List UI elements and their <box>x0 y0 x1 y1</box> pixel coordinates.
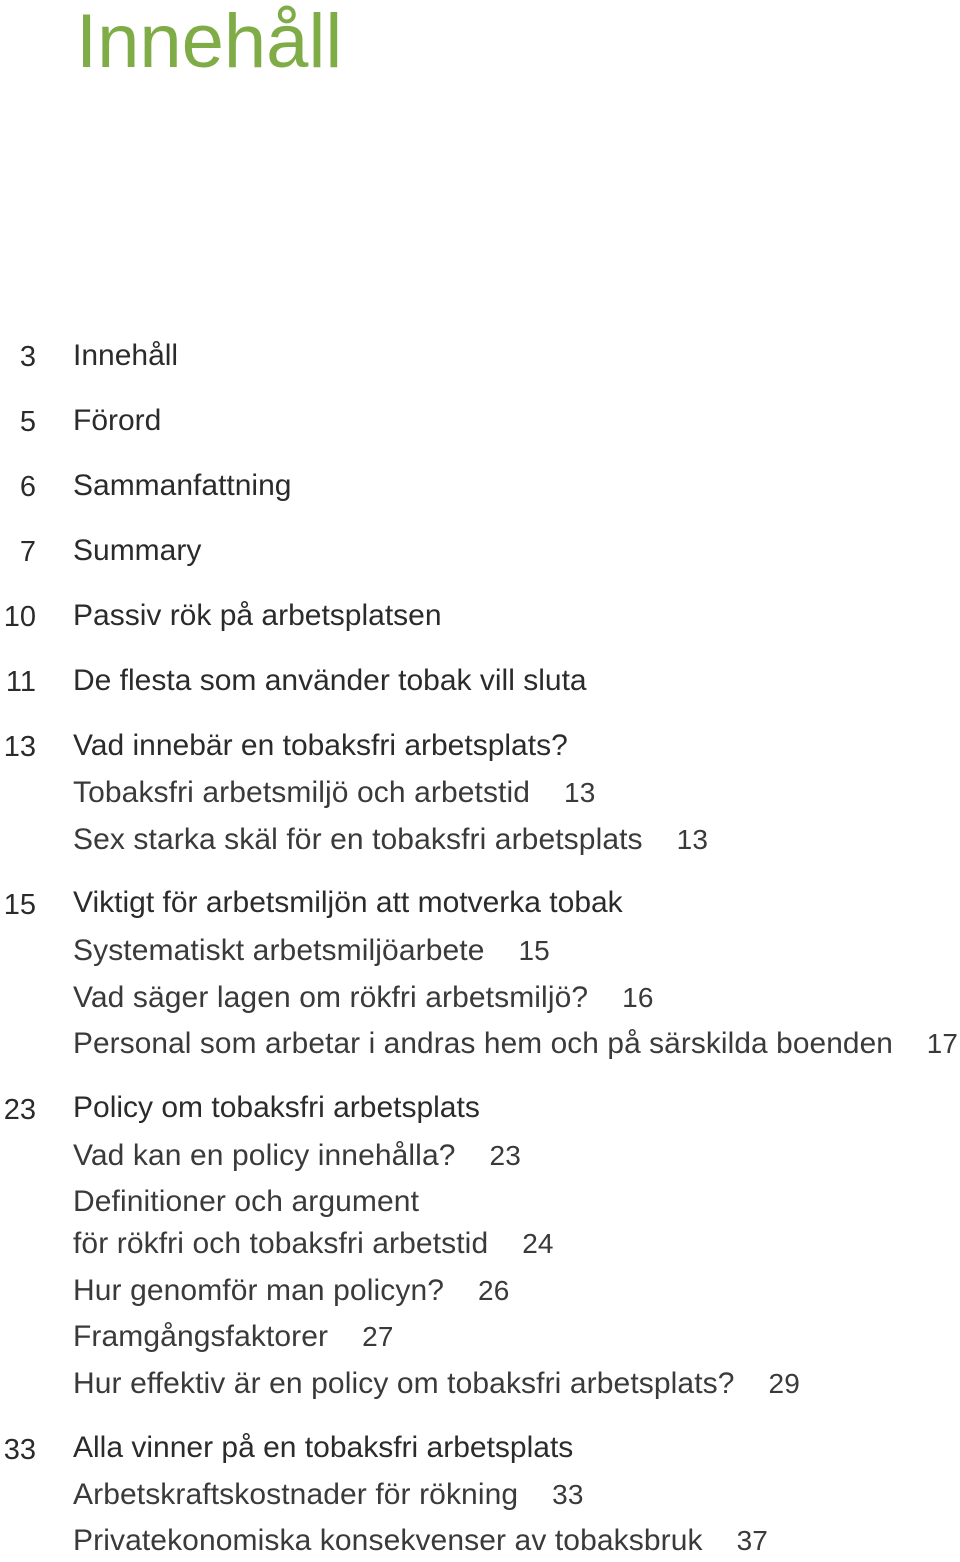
toc-subentry-label: Vad säger lagen om rökfri arbetsmiljö? <box>73 981 589 1014</box>
toc-subentry-page: 16 <box>622 982 654 1013</box>
toc-entry[interactable]: Policy om tobaksfri arbetsplats <box>73 1091 480 1124</box>
toc-entry[interactable]: De flesta som använder tobak vill sluta <box>73 664 587 697</box>
toc-entry[interactable]: Viktigt för arbetsmiljön att motverka tobak <box>73 886 623 919</box>
toc-page-number: 6 <box>19 471 36 503</box>
toc-entry[interactable]: Förord <box>73 404 162 437</box>
toc-subentry-line1[interactable]: Definitioner och argument <box>73 1185 420 1218</box>
toc-subentry-page: 26 <box>478 1275 510 1306</box>
toc-entry[interactable]: Vad innebär en tobaksfri arbetsplats? <box>73 729 568 762</box>
toc-subentry-page: 15 <box>518 935 550 966</box>
toc-subentry-label: för rökfri och tobaksfri arbetstid <box>73 1227 489 1260</box>
toc-subentry-label: Arbetskraftskostnader för rökning <box>73 1478 519 1511</box>
toc-subentry[interactable] <box>73 1480 584 1510</box>
toc-entry[interactable]: Summary <box>73 534 202 567</box>
toc-subentry[interactable] <box>73 1322 394 1352</box>
toc-page-number: 33 <box>3 1434 36 1466</box>
toc-subentry-page: 27 <box>362 1321 394 1352</box>
toc-page-number: 5 <box>19 406 36 438</box>
toc-entry[interactable]: Innehåll <box>73 339 179 372</box>
toc-subentry[interactable] <box>73 1141 521 1171</box>
toc-entry[interactable]: Alla vinner på en tobaksfri arbetsplats <box>73 1431 574 1464</box>
toc-page-number: 23 <box>3 1094 36 1126</box>
toc-subentry-label: Systematiskt arbetsmiljöarbete <box>73 934 485 967</box>
toc-page-number: 7 <box>19 536 36 568</box>
toc-subentry[interactable] <box>73 1369 800 1399</box>
toc-subentry-page: 13 <box>676 824 709 855</box>
toc-subentry-label: Personal som arbetar i andras hem och på särskilda boenden <box>73 1027 893 1060</box>
toc-page-number: 13 <box>3 731 36 763</box>
toc-subentry-page: 24 <box>522 1228 554 1259</box>
toc-subentry-label: Tobaksfri arbetsmiljö och arbetstid <box>73 776 531 809</box>
toc-subentry[interactable] <box>73 1276 509 1306</box>
toc-subentry[interactable] <box>73 1526 768 1556</box>
toc-subentry-label: Sex starka skäl för en tobaksfri arbetsplats <box>73 823 643 856</box>
toc-subentry[interactable] <box>73 936 550 966</box>
toc-subentry-page: 37 <box>736 1525 768 1556</box>
toc-subentry-label: Privatekonomiska konsekvenser av tobaksbruk <box>73 1524 703 1557</box>
toc-page-number: 15 <box>3 889 36 921</box>
toc-page-number: 10 <box>3 601 36 633</box>
toc-entry[interactable]: Passiv rök på arbetsplatsen <box>73 599 442 632</box>
toc-subentry[interactable] <box>73 825 708 855</box>
toc-subentry-page: 33 <box>552 1479 584 1510</box>
toc-subentry-label: Vad kan en policy innehålla? <box>73 1139 456 1172</box>
toc-subentry-page: 23 <box>489 1140 521 1171</box>
toc-page-number: 3 <box>19 341 36 373</box>
toc-subentry-page: 17 <box>926 1028 958 1059</box>
toc-subentry[interactable] <box>73 1029 958 1059</box>
toc-subentry[interactable] <box>73 983 654 1013</box>
toc-subentry-page: 29 <box>768 1368 800 1399</box>
toc-subentry-page: 13 <box>564 777 596 808</box>
toc-subentry-label: Framgångsfaktorer <box>73 1320 329 1353</box>
page-title: Innehåll <box>76 0 343 84</box>
toc-subentry[interactable] <box>73 778 595 808</box>
toc-entry[interactable]: Sammanfattning <box>73 469 292 502</box>
toc-page-number: 11 <box>5 666 36 698</box>
toc-subentry[interactable] <box>73 1229 554 1259</box>
toc-subentry-label: Hur genomför man policyn? <box>73 1274 445 1307</box>
toc-subentry-label: Hur effektiv är en policy om tobaksfri arbetsplats? <box>73 1367 735 1400</box>
